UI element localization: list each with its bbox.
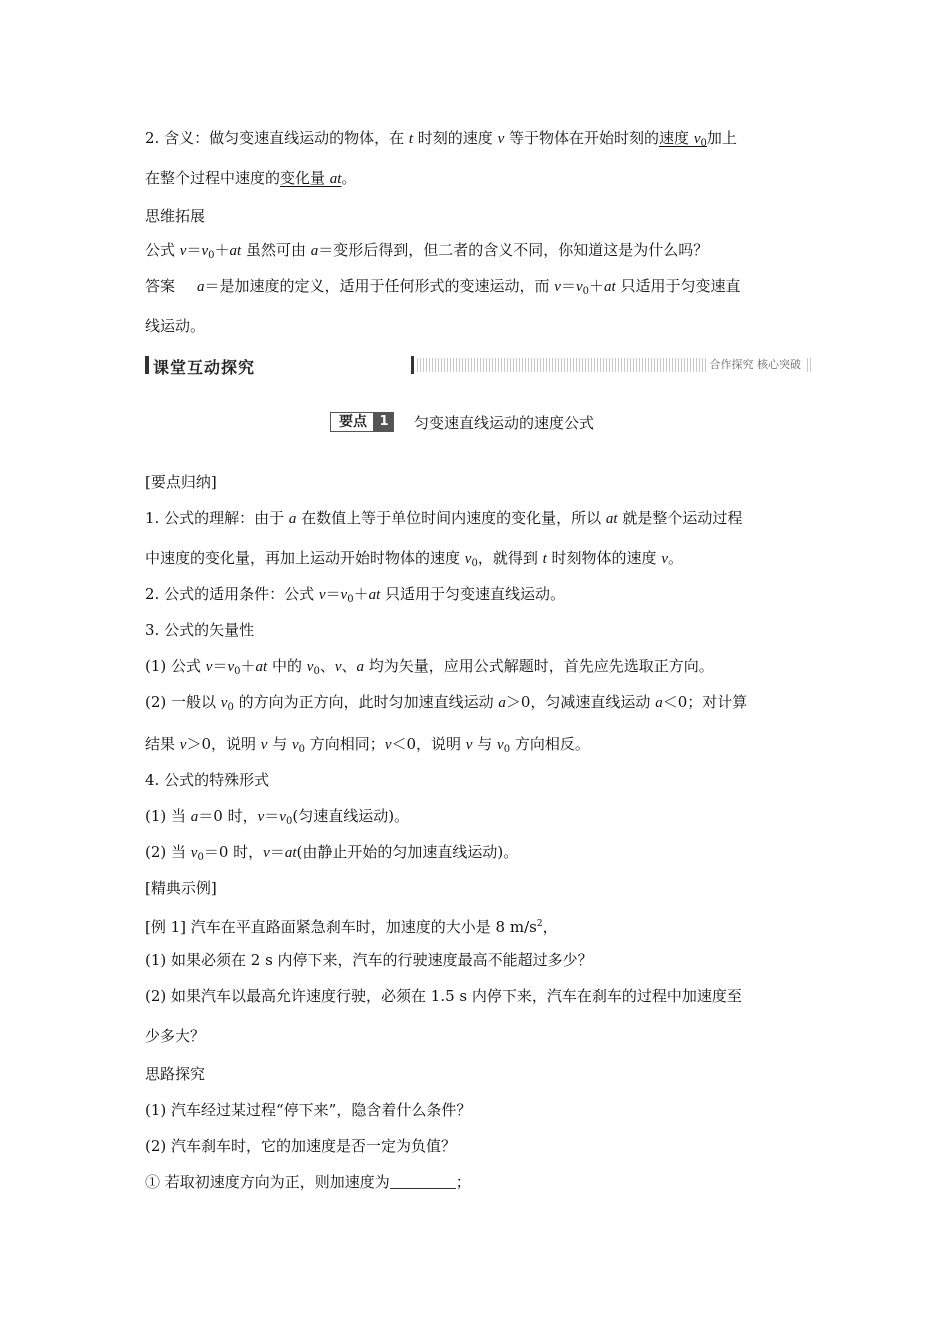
summary-title: [要点归纳] <box>145 473 217 491</box>
item-4: 4. 公式的特殊形式 <box>145 771 270 789</box>
explore-3: ① 若取初速度方向为正，则加速度为 ； <box>145 1173 471 1191</box>
answer-cont: 线运动。 <box>145 317 206 335</box>
key-point-label: 要点 <box>330 412 374 432</box>
underlined-change: 变化量 at <box>280 169 342 187</box>
banner-bar <box>145 356 149 374</box>
key-point-heading: 匀变速直线运动的速度公式 <box>414 413 595 432</box>
meaning-paragraph: 2. 含义：做匀变速直线运动的物体，在 t 时刻的速度 v 等于物体在开始时刻的速度 $v_0$加上 <box>145 129 737 149</box>
example-1-q2: (2) 如果汽车以最高允许速度行驶，必须在 1.5 s 内停下来，汽车在刹车的过程中加速度至 <box>145 987 742 1005</box>
example-1-q1: (1) 如果必须在 2 s 内停下来，汽车的行驶速度最高不能超过多少？ <box>145 951 593 969</box>
explore-2: (2) 汽车刹车时，它的加速度是否一定为负值？ <box>145 1137 457 1155</box>
underlined-initial-velocity: 速度 $v_0$ <box>659 129 707 149</box>
banner-title: 课堂互动探究 <box>153 358 256 377</box>
item-4-2: (2) 当 $v_0=0$ 时，v＝at(由静止开始的匀加速直线运动)。 <box>145 843 519 863</box>
banner-subtitle: 合作探究 核心突破 <box>706 356 806 374</box>
banner-bar <box>411 356 414 374</box>
key-point-number: 1 <box>374 412 394 432</box>
explore-1: (1) 汽车经过某过程“停下来”，隐含着什么条件？ <box>145 1101 472 1119</box>
item-3-1: (1) 公式 $v=v_0+at$ 中的 $v_0$、v、a 均为矢量，应用公式解题时，首先应先选取正方向。 <box>145 657 714 677</box>
example-1-q2-cont: 少多大？ <box>145 1027 206 1045</box>
item-1-cont: 中速度的变化量，再加上运动开始时物体的速度 $v_0$，就得到 t 时刻物体的速度 v。 <box>145 549 684 569</box>
item-2: 2. 公式的适用条件：公式 $v=v_0+at$ 只适用于匀变速直线运动。 <box>145 585 566 605</box>
key-point-header <box>330 412 594 432</box>
item-3-2-cont: 结果 v＞0，说明 v 与 $v_0$ 方向相同；v＜0，说明 v 与 $v_0$ 方向相反。 <box>145 735 590 755</box>
example-1: [例 1] 汽车在平直路面紧急刹车时，加速度的大小是 8 $m/s^2$， <box>145 918 558 936</box>
item-4-1: (1) 当 a＝0 时，$v=v_0$(匀速直线运动)。 <box>145 807 410 827</box>
think-title: 思维拓展 <box>145 207 206 225</box>
think-question: 公式 $v=v_0+at$ 虽然可由 a＝变形后得到，但二者的含义不同，你知道这是为什么吗？ <box>145 241 709 261</box>
item-3-2: (2) 一般以 $v_0$ 的方向为正方向，此时匀加速直线运动 a＞0，匀减速直线运动 a＜0；对计算 <box>145 693 748 713</box>
item-3: 3. 公式的矢量性 <box>145 621 255 639</box>
answer: 答案 a＝是加速度的定义，适用于任何形式的变速运动，而 $v=v_0+at$ 只适用于匀变速直 <box>145 277 741 297</box>
example-title: [精典示例] <box>145 879 217 897</box>
section-banner <box>145 356 813 377</box>
explore-title: 思路探究 <box>145 1065 206 1083</box>
meaning-paragraph-cont: 在整个过程中速度的变化量 at。 <box>145 169 357 187</box>
answer-blank[interactable] <box>390 1174 456 1189</box>
item-1: 1. 公式的理解：由于 a 在数值上等于单位时间内速度的变化量，所以 at 就是整个运动过程 <box>145 509 743 527</box>
